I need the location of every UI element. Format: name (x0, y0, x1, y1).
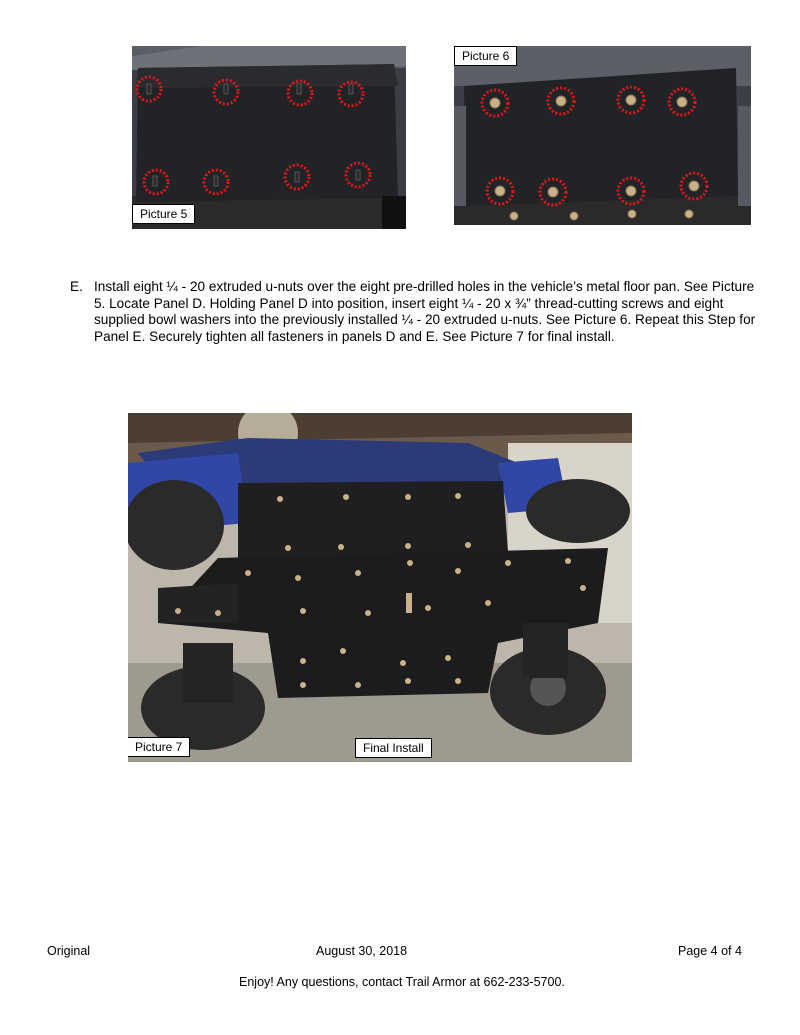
step-e-text: Install eight ¼ - 20 extruded u-nuts over the eight pre-drilled holes in the vehicle’s metal floor pan. See Picture 5. Locate Panel D. Holding Panel D into position, insert eight ¼ - 20 x ¾” thread-cutting screws and eight supplied bowl washers into the previously installed ¼ - 20 extruded u-nuts. See Picture 6. Repeat this Step for Panel E. Securely tighten all fasteners in panels D and E. See Picture 7 for final install. (94, 279, 756, 344)
picture-6-image (454, 46, 751, 225)
footer-page-number: Page 4 of 4 (678, 944, 742, 958)
picture-7-caption: Picture 7 (128, 737, 190, 757)
footer-contact: Enjoy! Any questions, contact Trail Armor at 662-233-5700. (239, 975, 565, 989)
step-e (70, 279, 760, 345)
picture-6-photo (454, 46, 751, 225)
final-install-label: Final Install (355, 738, 432, 758)
picture-7-image (128, 413, 632, 762)
footer-date: August 30, 2018 (316, 944, 408, 958)
footer-left: Original (47, 944, 91, 958)
picture-5-photo (132, 46, 406, 229)
picture-5-image (132, 46, 406, 229)
picture-6-caption: Picture 6 (454, 46, 517, 66)
picture-7-photo (128, 413, 632, 762)
picture-5-caption: Picture 5 (132, 204, 195, 224)
step-letter: E. (70, 279, 83, 294)
